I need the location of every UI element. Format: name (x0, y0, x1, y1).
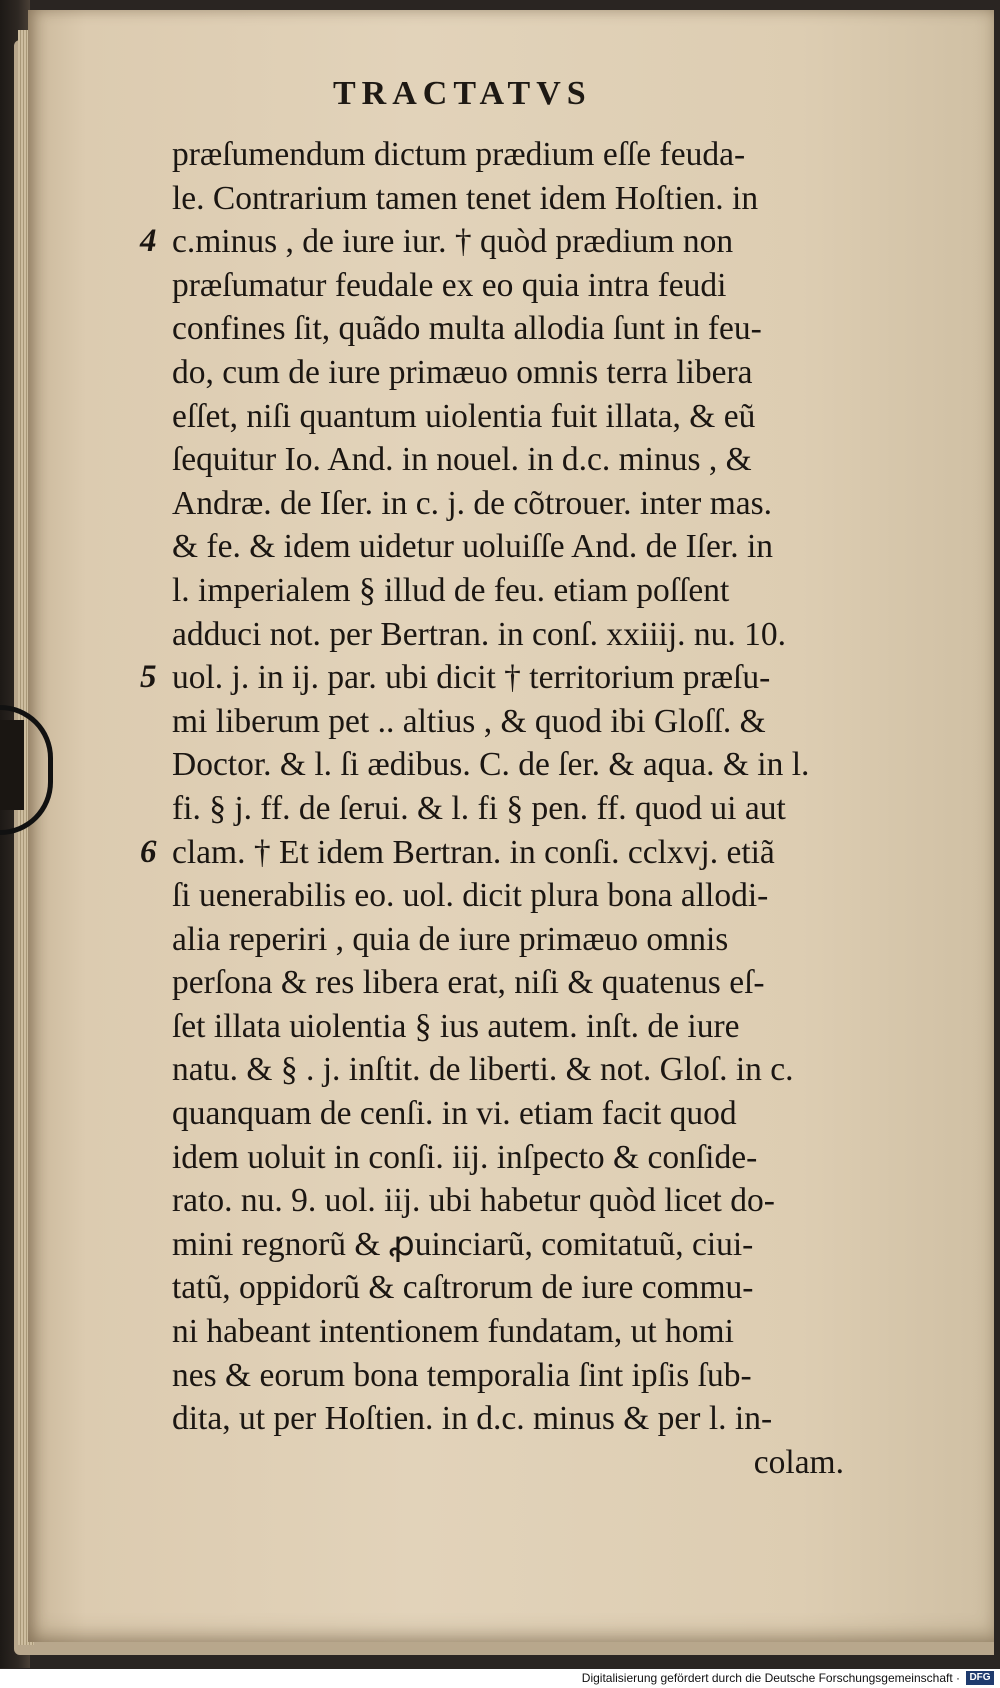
text-line: præſumendum dictum prædium eſſe feuda- (172, 136, 746, 173)
dfg-logo: DFG (966, 1671, 994, 1685)
text-line: mini regnorũ & ꝓuinciarũ, comitatuũ, ciui- (172, 1225, 754, 1263)
text-line: ſi uenerabilis eo. uol. dicit plura bona allodi- (172, 877, 769, 915)
text-line: l. imperialem § illud de feu. etiam poſſent (172, 571, 730, 609)
text-line: ſequitur Io. And. in nouel. in d.c. minus , & (172, 441, 752, 479)
text-line: quanquam de cenſi. in vi. etiam facit quod (172, 1095, 737, 1133)
text-line: rato. nu. 9. uol. iij. ubi habetur quòd licet do- (172, 1182, 775, 1220)
text-line: fi. § j. ff. de ſerui. & l. fi § pen. ff. quod ui aut (172, 789, 786, 827)
text-line: tatũ, oppidorũ & caſtrorum de iure commu- (172, 1269, 754, 1307)
text-line: uol. j. in ij. par. ubi dicit † territorium præſu- (172, 659, 771, 697)
text-line: Doctor. & l. ſi ædibus. C. de ſer. & aqua. & in l. (172, 746, 810, 784)
text-line: perſona & res libera erat, niſi & quatenus eſ- (172, 964, 765, 1002)
text-line: nes & eorum bona temporalia ſint ipſis ſub- (172, 1356, 752, 1394)
text-line: confines ſit, quãdo multa allodia ſunt in feu- (172, 310, 762, 348)
text-line: Andræ. de Iſer. in c. j. de cõtrouer. inter mas. (172, 484, 773, 522)
text-line: colam. (753, 1443, 844, 1481)
text-line: eſſet, niſi quantum uiolentia fuit illata, & eũ (172, 397, 756, 435)
text-line: idem uoluit in conſi. iij. inſpecto & conſide- (172, 1138, 758, 1176)
text-line: mi liberum pet .. altius , & quod ibi Gloſſ. & (172, 702, 766, 740)
running-head: TRACTATVS (333, 75, 592, 112)
text-line: le. Contrarium tamen tenet idem Hoſtien. in (172, 179, 759, 217)
marginal-number: 5 (140, 659, 157, 696)
text-line: præſumatur feudale ex eo quia intra feudi (172, 266, 727, 304)
main-text-block (172, 133, 852, 1484)
text-line: natu. & § . j. inſtit. de liberti. & not. Gloſ. in c. (172, 1051, 794, 1089)
footer-credit: Digitalisierung gefördert durch die Deutsche Forschungsgemeinschaft · (581, 1671, 960, 1685)
marginal-number: 4 (140, 223, 157, 260)
text-line: & fe. & idem uidetur uoluiſſe And. de Iſer. in (172, 528, 774, 566)
text-line: clam. † Et idem Bertran. in conſi. cclxvj. etiã (172, 833, 775, 871)
text-line: ni habeant intentionem fundatam, ut homi (172, 1313, 734, 1351)
marginal-number: 6 (140, 833, 157, 870)
text-line: alia reperiri , quia de iure primæuo omnis (172, 920, 729, 958)
text-line: c.minus , de iure iur. † quòd prædium non (172, 223, 734, 261)
text-line: adduci not. per Bertran. in conſ. xxiiij. nu. 10. (172, 615, 787, 653)
text-line: dita, ut per Hoſtien. in d.c. minus & per l. in- (172, 1400, 773, 1438)
text-line: do, cum de iure primæuo omnis terra libera (172, 353, 753, 391)
text-line: ſet illata uiolentia § ius autem. inſt. de iure (172, 1007, 740, 1045)
